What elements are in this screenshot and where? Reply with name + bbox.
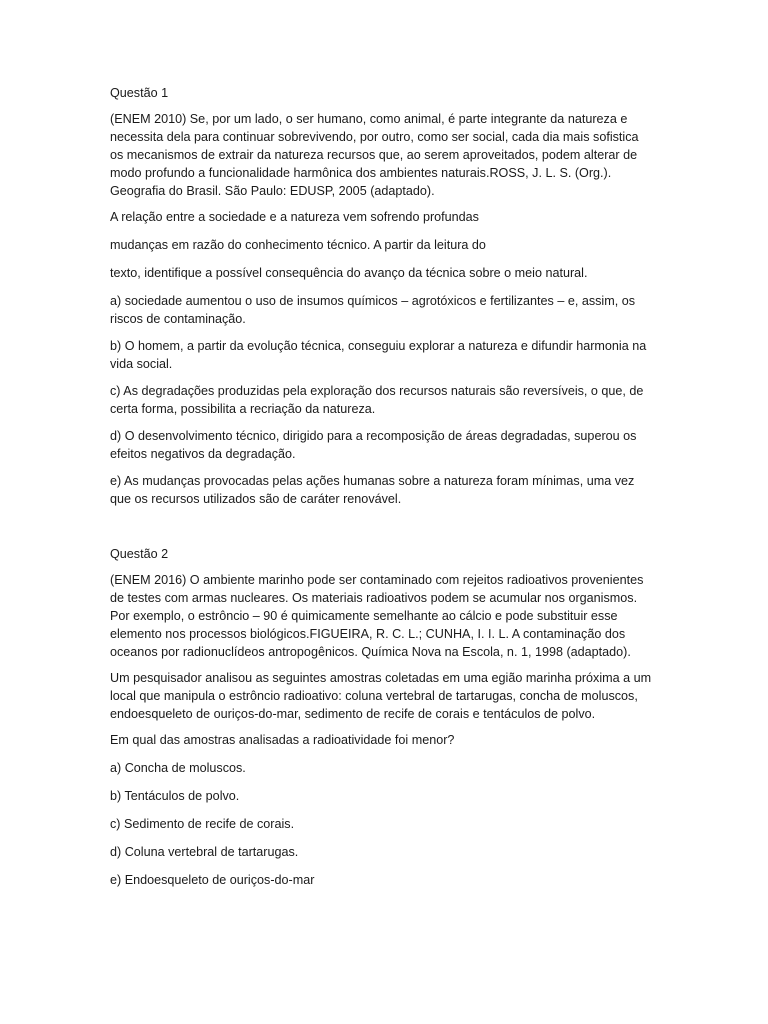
question-2-title: Questão 2 (110, 547, 169, 561)
question-1-option-c: c) As degradações produzidas pela exploração dos recursos naturais são reversíveis, o que, de certa forma, possibilita a recriação da natureza. (110, 384, 644, 416)
document-page (110, 84, 655, 899)
question-2-option-b: b) Tentáculos de polvo. (110, 789, 240, 803)
question-2-option-d: d) Coluna vertebral de tartarugas. (110, 845, 299, 859)
question-2-option-a: a) Concha de moluscos. (110, 761, 246, 775)
question-1-option-a: a) sociedade aumentou o uso de insumos químicos – agrotóxicos e fertilizantes – e, assim, os riscos de contaminação. (110, 294, 636, 326)
question-1-option-d: d) O desenvolvimento técnico, dirigido para a recomposição de áreas degradadas, superou os efeitos negativos da degradação. (110, 429, 637, 461)
question-1-line-2: mudanças em razão do conhecimento técnico. A partir da leitura do (110, 238, 486, 252)
question-1-line-3: texto, identifique a possível consequência do avanço da técnica sobre o meio natural. (110, 266, 588, 280)
question-2-option-e: e) Endoesqueleto de ouriços-do-mar (110, 873, 315, 887)
question-1-option-b: b) O homem, a partir da evolução técnica, conseguiu explorar a natureza e difundir harmonia na vida social. (110, 339, 647, 371)
question-2-context: Um pesquisador analisou as seguintes amostras coletadas em uma egião marinha próxima a um local que manipula o estrôncio radioativo: coluna vertebral de tartarugas, concha de moluscos, endoesqueleto de ouriços-do-mar, sedimento de recife de corais e tentáculos de polvo. (110, 671, 652, 721)
question-1-title: Questão 1 (110, 86, 169, 100)
question-1-option-e: e) As mudanças provocadas pelas ações humanas sobre a natureza foram mínimas, uma vez que os recursos utilizados são de caráter renovável. (110, 474, 635, 506)
section-gap (110, 517, 655, 545)
question-2-option-c: c) Sedimento de recife de corais. (110, 817, 295, 831)
question-2-intro: (ENEM 2016) O ambiente marinho pode ser contaminado com rejeitos radioativos provenientes de testes com armas nucleares. Os materiais radioativos podem se acumular nos organismos. Por exemplo, o estrôncio – 90 é quimicamente semelhante ao cálcio e pode substituir esse elemento nos processos biológicos.FIGUEIRA, R. C. L.; CUNHA, I. I. L. A contaminação dos oceanos por radionuclídeos antropogênicos. Química Nova na Escola, n. 1, 1998 (adaptado). (110, 573, 644, 659)
question-2-prompt: Em qual das amostras analisadas a radioatividade foi menor? (110, 733, 455, 747)
question-1-line-1: A relação entre a sociedade e a natureza vem sofrendo profundas (110, 210, 479, 224)
question-1-intro: (ENEM 2010) Se, por um lado, o ser humano, como animal, é parte integrante da natureza e necessita dela para continuar sobrevivendo, por outro, como ser social, cada dia mais sofistica os mecanismos de extrair da natureza recursos que, ao serem aproveitados, podem alterar de modo profundo a funcionalidade harmônica dos ambientes naturais.ROSS, J. L. S. (Org.). Geografia do Brasil. São Paulo: EDUSP, 2005 (adaptado). (110, 112, 639, 198)
